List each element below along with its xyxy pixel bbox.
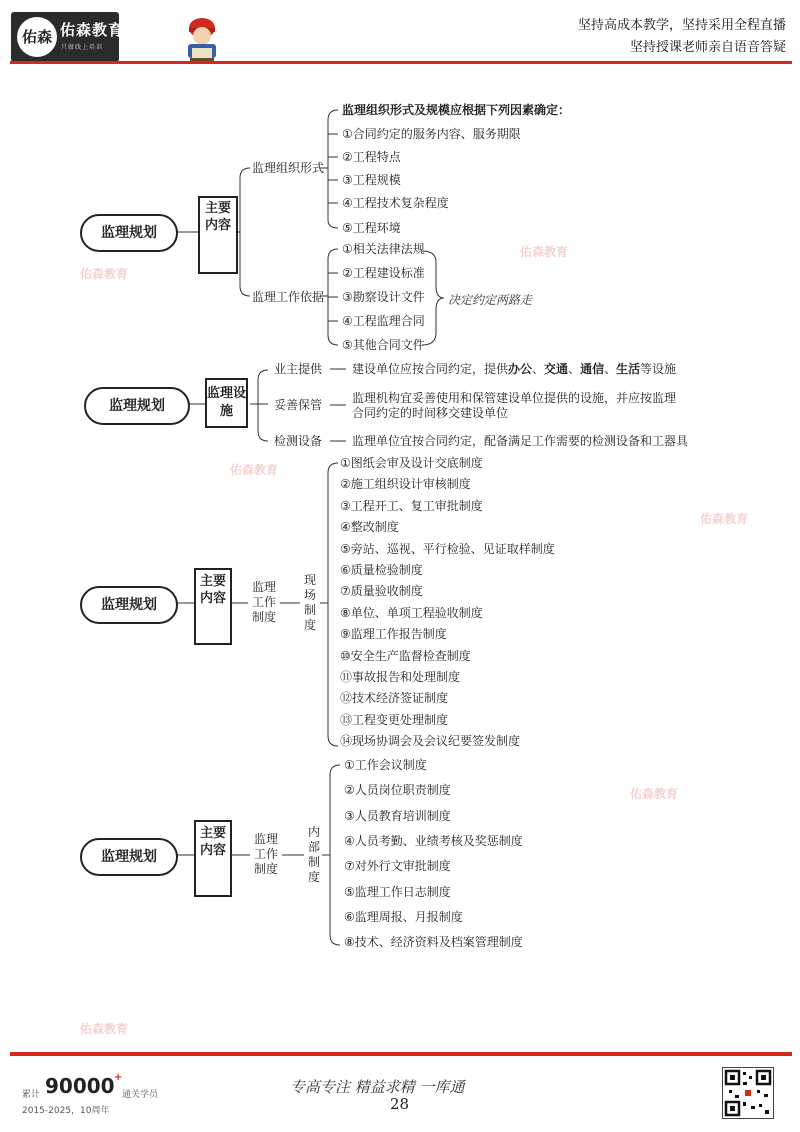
list-item: ⑪事故报告和处理制度	[340, 670, 461, 684]
slogan-line-1: 坚持高成本教学，坚持采用全程直播	[577, 18, 786, 33]
list-item: ⑥监理周报、月报制度	[344, 909, 463, 924]
list-item: ①合同约定的服务内容、服务期限	[342, 127, 521, 141]
list-item: ①工作会议制度	[344, 758, 427, 772]
root-node: 监理规划	[80, 838, 178, 876]
list-item: ⑧单位、单项工程验收制度	[340, 605, 483, 620]
list-item: ⑤工程环境	[342, 221, 401, 235]
signature: 专高专注 精益求精 一库通	[290, 1078, 465, 1096]
anniversary-text: 2015-2025，10周年	[22, 1106, 110, 1116]
facility-text-row-2a: 监理机构宜妥善使用和保管建设单位提供的设施，并应按监理	[352, 391, 677, 405]
sub-node: 内部制度	[307, 825, 320, 884]
slogan-line-2: 坚持授课老师亲自语音答疑	[629, 40, 786, 55]
branch-label: 监理组织形式	[252, 161, 325, 175]
mid-node: 监理工作制度	[253, 832, 278, 876]
facility-label: 妥善保管	[274, 398, 323, 412]
list-item: ③勘察设计文件	[342, 290, 425, 304]
page-number: 28	[390, 1095, 410, 1113]
mid-node: 监理工作制度	[251, 580, 276, 624]
list-item: ⑭现场协调会及会议纪要签发制度	[340, 734, 521, 749]
list-item: ③人员教育培训制度	[344, 808, 451, 823]
list-item: ②施工组织设计审核制度	[340, 477, 471, 492]
list-item: ②工程建设标准	[342, 266, 425, 280]
watermark: 佑森教育	[230, 463, 279, 477]
list-item: ④工程监理合同	[342, 314, 425, 328]
list-item: ②工程特点	[342, 150, 401, 164]
list-item: ⑫技术经济签证制度	[340, 691, 449, 706]
facility-label: 检测设备	[274, 434, 323, 448]
students-plus: +	[114, 1072, 123, 1083]
watermark: 佑森教育	[520, 245, 569, 259]
list-item: ③工程开工、复工审批制度	[340, 498, 483, 513]
list-item: ④人员考勤、业绩考核及奖惩制度	[344, 833, 523, 848]
list-item: ⑦对外行文审批制度	[344, 859, 451, 874]
brand-seal-logo: 佑森	[17, 17, 57, 57]
brand-tagline: 只做线上培训	[61, 44, 104, 51]
separator: 、	[532, 362, 545, 376]
root-node: 监理规划	[80, 214, 178, 252]
students-prefix: 累计	[22, 1090, 41, 1100]
keyword: 通信	[580, 362, 605, 376]
text-segment: 建设单位应按合同约定，提供	[352, 362, 509, 376]
facility-text-row-2b: 合同约定的时间移交建设单位	[352, 406, 509, 420]
category-box: 监理设施	[205, 378, 248, 428]
branch-title: 监理组织形式及规模应根据下列因素确定：	[342, 103, 571, 117]
list-item: ⑩安全生产监督检查制度	[340, 648, 471, 663]
category-box: 主要内容	[198, 196, 238, 274]
list-item: ⑤监理工作日志制度	[344, 884, 451, 899]
category-box: 主要内容	[194, 568, 232, 645]
list-item: ⑥质量检验制度	[340, 563, 423, 577]
keyword: 生活	[616, 362, 641, 376]
list-item: ④整改制度	[340, 520, 399, 535]
qr-code-icon	[722, 1067, 774, 1119]
list-item: ④工程技术复杂程度	[342, 196, 449, 210]
root-node: 监理规划	[80, 586, 178, 624]
sub-node: 现场制度	[303, 573, 316, 632]
handwritten-note: 决定约定两路走	[448, 293, 533, 307]
list-item: ⑤其他合同文件	[342, 338, 425, 352]
list-item: ⑬工程变更处理制度	[340, 712, 449, 727]
keyword: 交通	[544, 362, 569, 376]
root-node: 监理规划	[84, 387, 190, 425]
students-count: 90000	[45, 1074, 115, 1098]
footer-divider	[10, 1052, 792, 1056]
separator: 、	[604, 362, 617, 376]
watermark: 佑森教育	[700, 512, 749, 526]
category-box: 主要内容	[194, 820, 232, 897]
watermark: 佑森教育	[80, 267, 129, 281]
separator: 、	[568, 362, 581, 376]
students-suffix: 通关学员	[122, 1090, 159, 1100]
text-segment: 等设施	[640, 362, 677, 376]
branch-label: 监理工作依据	[252, 290, 325, 304]
list-item: ⑨监理工作报告制度	[340, 627, 447, 642]
list-item: ⑧技术、经济资料及档案管理制度	[344, 935, 523, 950]
list-item: ②人员岗位职责制度	[344, 783, 451, 798]
list-item: ①相关法律法规	[342, 242, 425, 256]
facility-text-row-3: 监理单位宜按合同约定，配备满足工作需要的检测设备和工器具	[352, 434, 689, 448]
watermark: 佑森教育	[80, 1022, 129, 1036]
list-item: ①图纸会审及设计交底制度	[340, 456, 483, 470]
list-item: ③工程规模	[342, 173, 401, 187]
watermark: 佑森教育	[630, 787, 679, 801]
brand-name: 佑森教育	[60, 21, 125, 39]
facility-text-row-1	[352, 362, 676, 376]
keyword: 办公	[508, 362, 533, 376]
list-item: ⑦质量验收制度	[340, 584, 423, 599]
facility-label: 业主提供	[274, 362, 323, 376]
list-item: ⑤旁站、巡视、平行检验、见证取样制度	[340, 541, 555, 556]
